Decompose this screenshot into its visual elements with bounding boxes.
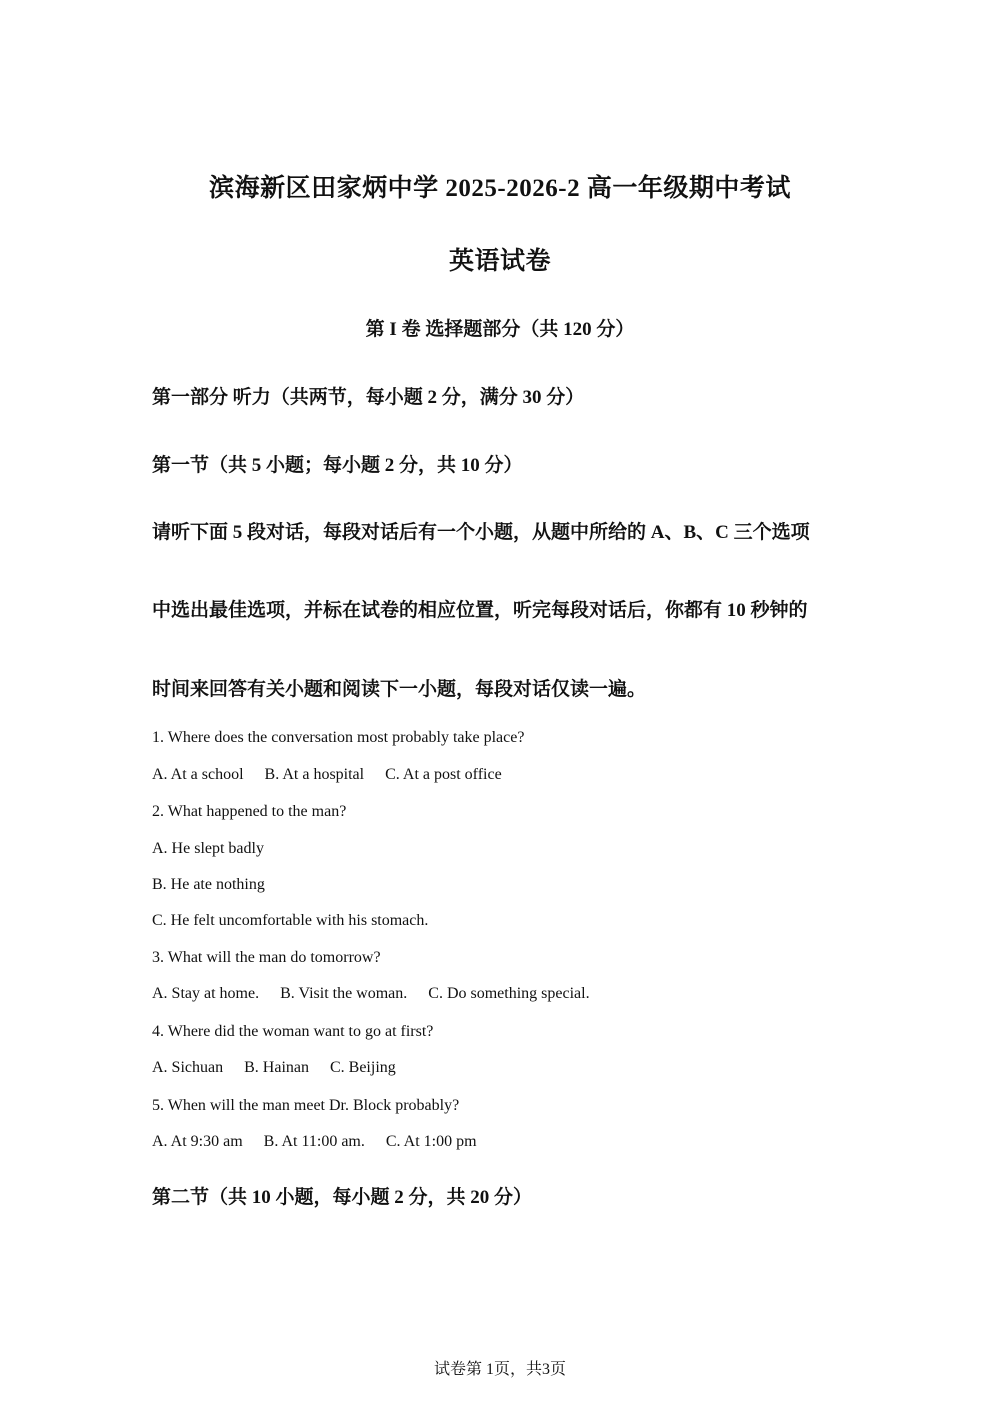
question-5-options [152,1133,477,1151]
question-5-option-c: C. At 1:00 pm [385,1133,477,1150]
exam-title: 滨海新区田家炳中学 2025-2026-2 高一年级期中考试 [209,175,791,202]
exam-subject-title: 英语试卷 [448,248,551,275]
section1-instruction-line: 中选出最佳选项，并标在试卷的相应位置，听完每段对话后，你都有 10 秒钟的 [152,600,808,621]
part1-heading: 第一部分 听力（共两节，每小题 2 分，满分 30 分） [152,387,585,408]
question-2-option-b: B. He ate nothing [152,876,265,893]
question-5-option-b: B. At 11:00 am. [263,1133,365,1150]
question-1-option-c: C. At a post office [385,766,502,783]
section1-instruction-line: 请听下面 5 段对话，每段对话后有一个小题，从题中所给的 A、B、C 三个选项 [152,522,810,543]
question-1-text: 1. Where does the conversation most probably take place? [152,729,525,746]
question-2-text: 2. What happened to the man? [152,803,347,820]
section1-instruction-line: 时间来回答有关小题和阅读下一小题，每段对话仅读一遍。 [152,679,647,700]
question-4-text: 4. Where did the woman want to go at first? [152,1023,434,1040]
section2-heading: 第二节（共 10 小题，每小题 2 分，共 20 分） [152,1187,533,1208]
question-5-option-a: A. At 9:30 am [152,1133,243,1150]
question-4-option-c: C. Beijing [329,1059,396,1076]
question-4-options [152,1059,396,1077]
page-footer: 试卷第 1页，共3页 [433,1361,566,1378]
question-3-option-c: C. Do something special. [428,985,590,1002]
question-2-option-a: A. He slept badly [152,840,264,857]
question-3-text: 3. What will the man do tomorrow? [152,949,381,966]
question-5-text: 5. When will the man meet Dr. Block probably? [152,1097,460,1114]
volume-heading: 第 I 卷 选择题部分（共 120 分） [365,319,635,340]
question-4-option-b: B. Hainan [244,1059,309,1076]
question-1-option-b: B. At a hospital [264,766,365,783]
section1-heading: 第一节（共 5 小题；每小题 2 分，共 10 分） [152,455,523,476]
question-1-option-a: A. At a school [152,766,244,783]
question-3-option-a: A. Stay at home. [152,985,260,1002]
question-3-options [152,985,590,1003]
question-2-option-c: C. He felt uncomfortable with his stomach. [152,912,429,929]
question-1-options [152,766,502,784]
question-3-option-b: B. Visit the woman. [280,985,408,1002]
question-4-option-a: A. Sichuan [152,1059,224,1076]
